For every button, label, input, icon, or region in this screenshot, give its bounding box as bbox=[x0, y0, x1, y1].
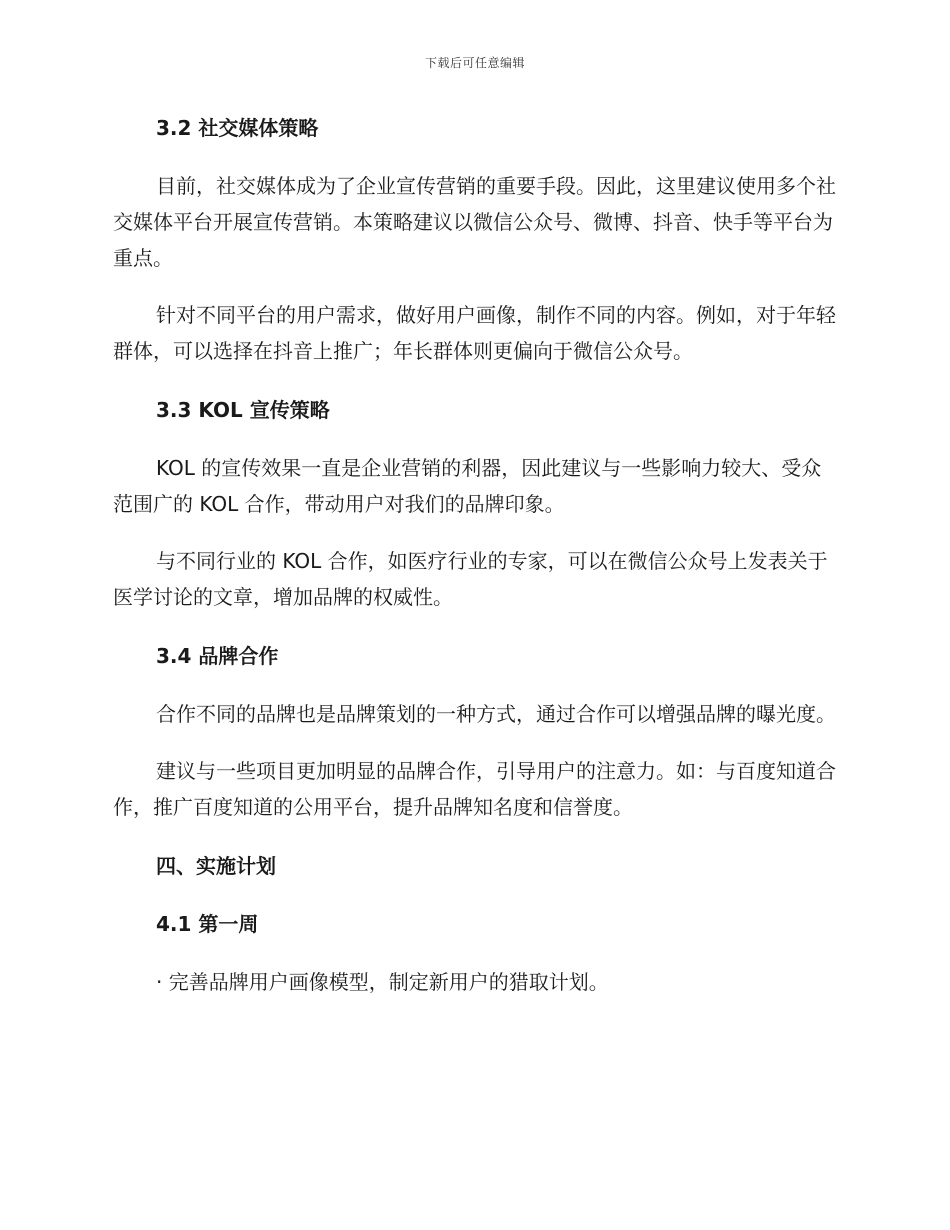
section-3-3-heading: 3.3 KOL 宣传策略 bbox=[156, 398, 330, 422]
section-3-3-paragraph-2: 与不同行业的 KOL 合作，如医疗行业的专家，可以在微信公众号上发表关于医学讨论的文章，增加品牌的权威性。 bbox=[113, 549, 828, 609]
section-3-4-paragraph-2: 建议与一些项目更加明显的品牌合作，引导用户的注意力。如：与百度知道合作，推广百度知道的公用平台，提升品牌知名度和信誉度。 bbox=[113, 759, 836, 819]
section-4-1-heading: 4.1 第一周 bbox=[156, 912, 259, 936]
document-body bbox=[113, 110, 840, 1000]
section-3-4-paragraph-1: 合作不同的品牌也是品牌策划的一种方式，通过合作可以增强品牌的曝光度。 bbox=[156, 702, 836, 726]
section-3-3-paragraph-1: KOL 的宣传效果一直是企业营销的利器，因此建议与一些影响力较大、受众范围广的 KOL 合作，带动用户对我们的品牌印象。 bbox=[113, 456, 822, 516]
section-3-2-paragraph-2: 针对不同平台的用户需求，做好用户画像，制作不同的内容。例如，对于年轻群体，可以选择在抖音上推广；年长群体则更偏向于微信公众号。 bbox=[113, 303, 836, 363]
section-3-2-paragraph-1: 目前，社交媒体成为了企业宣传营销的重要手段。因此，这里建议使用多个社交媒体平台开展宣传营销。本策略建议以微信公众号、微博、抖音、快手等平台为重点。 bbox=[113, 174, 836, 270]
section-3-2-heading: 3.2 社交媒体策略 bbox=[156, 116, 319, 140]
section-4-1-list-item: · 完善品牌用户画像模型，制定新用户的猎取计划。 bbox=[156, 970, 609, 994]
section-3-4-heading: 3.4 品牌合作 bbox=[156, 644, 279, 668]
section-4-heading: 四、实施计划 bbox=[156, 854, 276, 878]
header-note: 下载后可任意编辑 bbox=[424, 56, 525, 70]
